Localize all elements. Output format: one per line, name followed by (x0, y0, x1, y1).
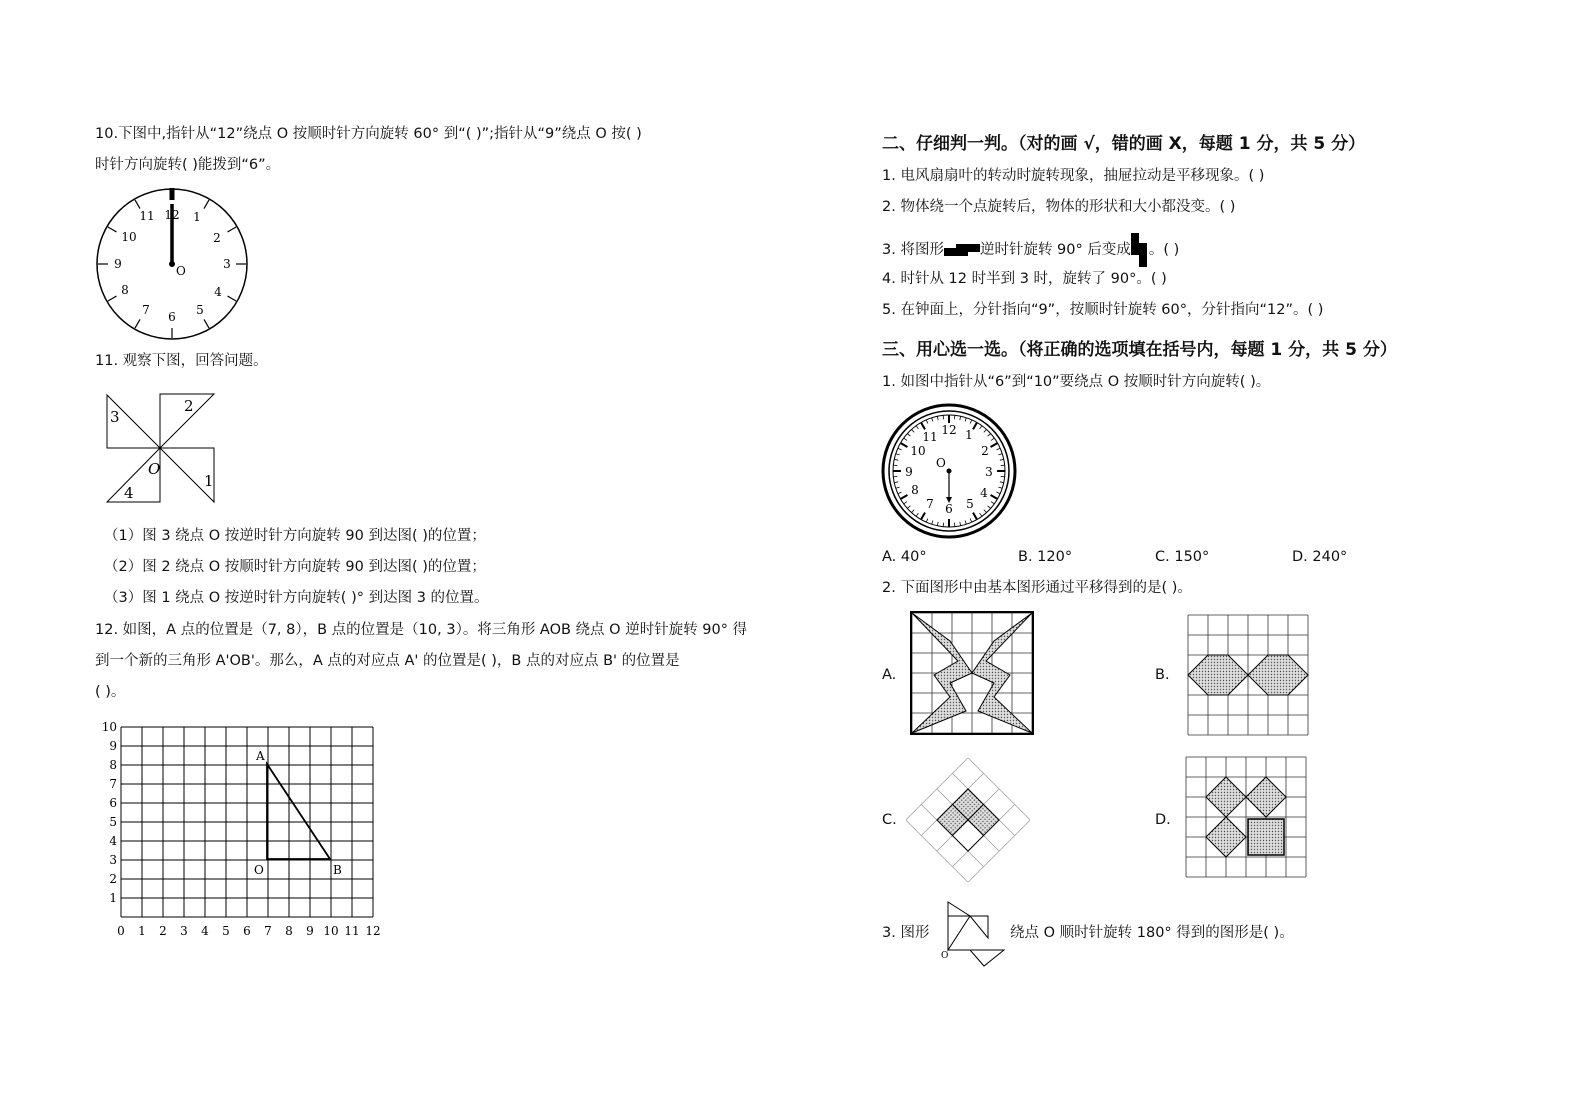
s3-q3-figure-label-o: O (941, 951, 949, 961)
clock1-num-4: 4 (214, 285, 222, 299)
z-shape-icon (944, 242, 980, 258)
grid-y-label: 10 (101, 720, 117, 734)
s3-q1-option-c: C. 150° (1155, 549, 1210, 565)
pinwheel-label-3: 3 (110, 408, 120, 426)
s3-q1-option-a: A. 40° (882, 549, 927, 565)
clock1-center-label: O (176, 264, 186, 278)
clock1-num-11: 11 (139, 209, 155, 223)
q11-sub3: （3）图 1 绕点 O 按逆时针方向旋转( )° 到达图 3 的位置。 (104, 590, 489, 606)
q11-sub1: （1）图 3 绕点 O 按逆时针方向旋转 90 到达图( )的位置； (104, 528, 486, 544)
s3-q2: 2. 下面图形中由基本图形通过平移得到的是( )。 (882, 580, 1192, 596)
grid-y-label: 5 (109, 815, 117, 829)
s3-q2-label-d: D. (1155, 812, 1171, 828)
s3-q2-label-c: C. (882, 812, 897, 828)
clock2-num-10: 10 (910, 444, 926, 458)
option-a-figure (910, 611, 1034, 735)
s3-q2-label-b: B. (1155, 667, 1170, 683)
s2-q4: 4. 时针从 12 时半到 3 时，旋转了 90°。( ) (882, 271, 1167, 287)
z-shape-rotated-icon (1131, 233, 1149, 267)
grid-x-label: 7 (264, 924, 272, 938)
s2-q3-part-a: 3. 将图形 (882, 242, 944, 258)
clock1-num-9: 9 (114, 257, 122, 271)
grid-point-o: O (254, 863, 264, 877)
grid-x-label: 6 (243, 924, 251, 938)
pinwheel-figure (104, 392, 218, 504)
s2-q3 (882, 233, 1179, 267)
s2-q3-part-b: 逆时针旋转 90° 后变成 (979, 242, 1131, 258)
section3-heading: 三、用心选一选。（将正确的选项填在括号内，每题 1 分，共 5 分） (882, 340, 1397, 360)
grid-y-label: 3 (109, 853, 117, 867)
grid-x-label: 1 (138, 924, 146, 938)
s2-q5: 5. 在钟面上，分针指向“9”，按顺时针旋转 60°，分针指向“12”。( ) (882, 302, 1324, 318)
pinwheel-label-4: 4 (124, 484, 134, 502)
clock2-num-7: 7 (926, 497, 934, 511)
clock1-num-5: 5 (196, 303, 204, 317)
clock2-num-11: 11 (922, 430, 938, 444)
pinwheel-label-1: 1 (204, 472, 214, 490)
option-b-figure (1186, 613, 1310, 737)
q10-line1: 10.下图中,指针从“12”绕点 O 按顺时针方向旋转 60° 到“( )”;指针从“9”绕点 O 按( ) (95, 126, 642, 142)
grid-y-label: 1 (109, 891, 117, 905)
pinwheel-label-2: 2 (184, 397, 194, 415)
clock-figure-s3 (881, 403, 1017, 539)
grid-x-label: 4 (201, 924, 209, 938)
clock1-num-6: 6 (168, 310, 176, 324)
option-c-figure (906, 758, 1030, 882)
clock1-num-7: 7 (142, 303, 150, 317)
grid-y-label: 6 (109, 796, 117, 810)
clock2-num-4: 4 (980, 486, 988, 500)
q10-line2: 时针方向旋转( )能拨到“6”。 (95, 157, 281, 173)
clock2-num-5: 5 (966, 497, 974, 511)
clock1-num-3: 3 (223, 257, 231, 271)
grid-point-a: A (256, 749, 265, 763)
grid-x-label: 3 (180, 924, 188, 938)
s3-q1: 1. 如图中指针从“6”到“10”要绕点 O 按顺时针方向旋转( )。 (882, 374, 1271, 390)
clock2-num-9: 9 (905, 465, 913, 479)
s2-q1: 1. 电风扇扇叶的转动时旋转现象，抽屉拉动是平移现象。( ) (882, 168, 1265, 184)
s3-q3-figure (940, 896, 1006, 968)
s3-q2-label-a: A. (882, 667, 897, 683)
clock2-num-1: 1 (965, 428, 973, 442)
s3-q1-option-b: B. 120° (1018, 549, 1073, 565)
grid-x-label: 10 (323, 924, 339, 938)
q11-sub2: （2）图 2 绕点 O 按顺时针方向旋转 90 到达图( )的位置； (104, 559, 486, 575)
clock1-num-1: 1 (193, 210, 201, 224)
clock2-num-8: 8 (911, 483, 919, 497)
q12-line3: ( )。 (95, 684, 126, 700)
grid-x-label: 5 (222, 924, 230, 938)
s2-q3-part-c: 。( ) (1148, 242, 1180, 258)
grid-y-label: 4 (109, 834, 117, 848)
grid-point-b: B (333, 863, 342, 877)
grid-x-label: 9 (306, 924, 314, 938)
q11-title: 11. 观察下图，回答问题。 (95, 353, 268, 369)
clock1-num-2: 2 (213, 231, 221, 245)
s3-q3-part-b: 绕点 O 顺时针旋转 180° 得到的图形是( )。 (1010, 925, 1294, 941)
grid-y-label: 8 (109, 758, 117, 772)
clock2-num-6: 6 (945, 502, 953, 516)
s2-q2: 2. 物体绕一个点旋转后，物体的形状和大小都没变。( ) (882, 199, 1236, 215)
clock1-num-8: 8 (121, 283, 129, 297)
coordinate-grid (98, 716, 388, 944)
clock2-center-label: O (936, 456, 946, 470)
grid-x-label: 8 (285, 924, 293, 938)
s3-q3-part-a: 3. 图形 (882, 925, 930, 941)
clock1-num-12: 12 (164, 208, 180, 222)
grid-y-label: 2 (109, 872, 117, 886)
clock2-num-12: 12 (941, 423, 957, 437)
clock1-num-10: 10 (121, 230, 137, 244)
clock2-num-3: 3 (985, 465, 993, 479)
clock2-num-2: 2 (981, 444, 989, 458)
q12-line2: 到一个新的三角形 A'OB'。那么，A 点的对应点 A' 的位置是( )，B 点的对应点 B' 的位置是 (95, 653, 680, 669)
grid-y-label: 9 (109, 739, 117, 753)
grid-x-label: 11 (344, 924, 360, 938)
grid-x-label: 12 (365, 924, 381, 938)
section2-heading: 二、仔细判一判。（对的画 √，错的画 X，每题 1 分，共 5 分） (882, 134, 1366, 154)
pinwheel-label-o: O (148, 460, 161, 478)
grid-x-label: 2 (159, 924, 167, 938)
q12-line1: 12. 如图，A 点的位置是（7, 8），B 点的位置是（10, 3）。将三角形 AOB 绕点 O 逆时针旋转 90° 得 (95, 622, 748, 638)
grid-y-label: 7 (109, 777, 117, 791)
grid-x-label: 0 (117, 924, 125, 938)
option-d-figure (1184, 755, 1308, 879)
s3-q1-option-d: D. 240° (1292, 549, 1348, 565)
clock-figure-q10 (94, 186, 250, 342)
